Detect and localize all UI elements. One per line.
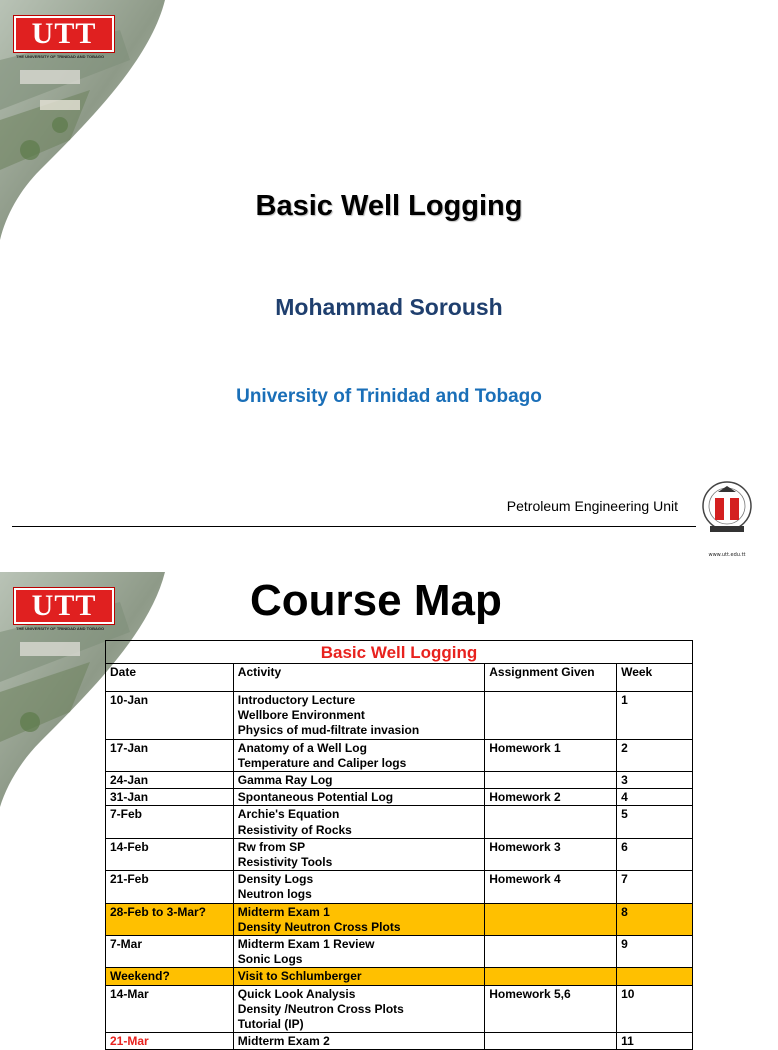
table-row	[106, 968, 693, 985]
table-row	[106, 806, 693, 838]
activity-cell	[233, 985, 484, 1033]
assignment-cell	[485, 903, 617, 935]
week-cell: 3	[617, 772, 693, 789]
slide-title: Basic Well Logging	[255, 190, 523, 222]
activity-line: Midterm Exam 1	[237, 904, 330, 919]
activity-cell	[233, 936, 484, 968]
assignment-cell: Homework 3	[485, 838, 617, 870]
week-cell: 5	[617, 806, 693, 838]
date-cell: 10-Jan	[106, 692, 234, 740]
date-cell: 31-Jan	[106, 789, 234, 806]
assignment-cell: Homework 2	[485, 789, 617, 806]
activity-cell	[233, 789, 484, 806]
week-cell: 8	[617, 903, 693, 935]
activity-line: Wellbore Environment	[237, 708, 365, 723]
assignment-cell: Homework 5,6	[485, 985, 617, 1033]
assignment-cell	[485, 692, 617, 740]
week-cell: 11	[617, 1033, 693, 1050]
activity-line: Density Logs	[237, 872, 314, 887]
week-cell: 4	[617, 789, 693, 806]
activity-cell	[233, 806, 484, 838]
table-row	[106, 1033, 693, 1050]
activity-cell	[233, 871, 484, 903]
logo-subtitle: THE UNIVERSITY OF TRINIDAD AND TOBAGO	[16, 54, 105, 59]
activity-line: Physics of mud-filtrate invasion	[237, 723, 420, 738]
activity-cell	[233, 1033, 484, 1050]
week-cell: 9	[617, 936, 693, 968]
table-row	[106, 985, 693, 1033]
date-cell: 14-Feb	[106, 838, 234, 870]
activity-line: Midterm Exam 1 Review	[237, 937, 375, 952]
column-header: Activity	[233, 664, 484, 692]
activity-line: Temperature and Caliper logs	[237, 755, 407, 770]
date-cell: 24-Jan	[106, 772, 234, 789]
assignment-cell	[485, 772, 617, 789]
divider-line	[12, 526, 696, 527]
assignment-cell: Homework 4	[485, 871, 617, 903]
date-cell: 17-Jan	[106, 739, 234, 771]
week-cell: 6	[617, 838, 693, 870]
activity-cell	[233, 968, 484, 985]
date-cell: 7-Mar	[106, 936, 234, 968]
column-header: Date	[106, 664, 234, 692]
date-cell: Weekend?	[106, 968, 234, 985]
date-cell: 21-Mar	[106, 1033, 234, 1050]
activity-line: Sonic Logs	[237, 952, 303, 967]
assignment-cell	[485, 968, 617, 985]
activity-line: Density Neutron Cross Plots	[237, 919, 401, 934]
assignment-cell: Homework 1	[485, 739, 617, 771]
activity-cell	[233, 739, 484, 771]
activity-line: Spontaneous Potential Log	[237, 790, 394, 805]
activity-line: Tutorial (IP)	[237, 1017, 304, 1032]
logo-text: UTT	[31, 17, 97, 50]
date-cell: 28-Feb to 3-Mar?	[106, 903, 234, 935]
table-row	[106, 903, 693, 935]
activity-line: Density /Neutron Cross Plots	[237, 1001, 404, 1016]
assignment-cell	[485, 1033, 617, 1050]
table-row	[106, 838, 693, 870]
activity-cell	[233, 903, 484, 935]
seal-caption: www.utt.edu.tt	[708, 552, 746, 558]
table-row	[106, 936, 693, 968]
activity-line: Archie's Equation	[237, 807, 340, 822]
activity-line: Gamma Ray Log	[237, 773, 333, 788]
week-cell: 2	[617, 739, 693, 771]
activity-line: Midterm Exam 2	[237, 1034, 330, 1049]
university-name: University of Trinidad and Tobago	[236, 386, 542, 407]
activity-line: Resistivity of Rocks	[237, 822, 352, 837]
activity-line: Introductory Lecture	[237, 693, 356, 707]
utt-logo	[14, 588, 114, 631]
slide-title: Course Map	[250, 576, 502, 625]
university-seal-icon	[700, 476, 754, 560]
activity-line: Quick Look Analysis	[237, 986, 356, 1001]
activity-line: Visit to Schlumberger	[237, 969, 362, 984]
activity-line: Anatomy of a Well Log	[237, 740, 367, 755]
activity-cell	[233, 772, 484, 789]
table-caption: Basic Well Logging	[106, 641, 693, 664]
table-row	[106, 789, 693, 806]
course-table	[105, 640, 693, 1050]
activity-line: Resistivity Tools	[237, 855, 333, 870]
activity-line: Rw from SP	[237, 839, 306, 854]
author-name: Mohammad Soroush	[275, 294, 503, 320]
utt-logo	[14, 16, 114, 59]
logo-subtitle: THE UNIVERSITY OF TRINIDAD AND TOBAGO	[16, 626, 105, 631]
week-cell: 7	[617, 871, 693, 903]
activity-line: Neutron logs	[237, 887, 312, 902]
activity-cell	[233, 692, 484, 740]
table-row	[106, 692, 693, 740]
date-cell: 14-Mar	[106, 985, 234, 1033]
unit-name: Petroleum Engineering Unit	[506, 498, 678, 514]
assignment-cell	[485, 806, 617, 838]
activity-cell	[233, 838, 484, 870]
column-header: Week	[617, 664, 693, 692]
logo-text: UTT	[31, 589, 97, 622]
course-map-slide	[0, 572, 768, 1049]
column-header: Assignment Given	[485, 664, 617, 692]
week-cell	[617, 968, 693, 985]
assignment-cell	[485, 936, 617, 968]
date-cell: 7-Feb	[106, 806, 234, 838]
table-row	[106, 772, 693, 789]
table-row	[106, 871, 693, 903]
week-cell: 1	[617, 692, 693, 740]
week-cell: 10	[617, 985, 693, 1033]
table-header-row	[106, 664, 693, 692]
table-row	[106, 739, 693, 771]
date-cell: 21-Feb	[106, 871, 234, 903]
